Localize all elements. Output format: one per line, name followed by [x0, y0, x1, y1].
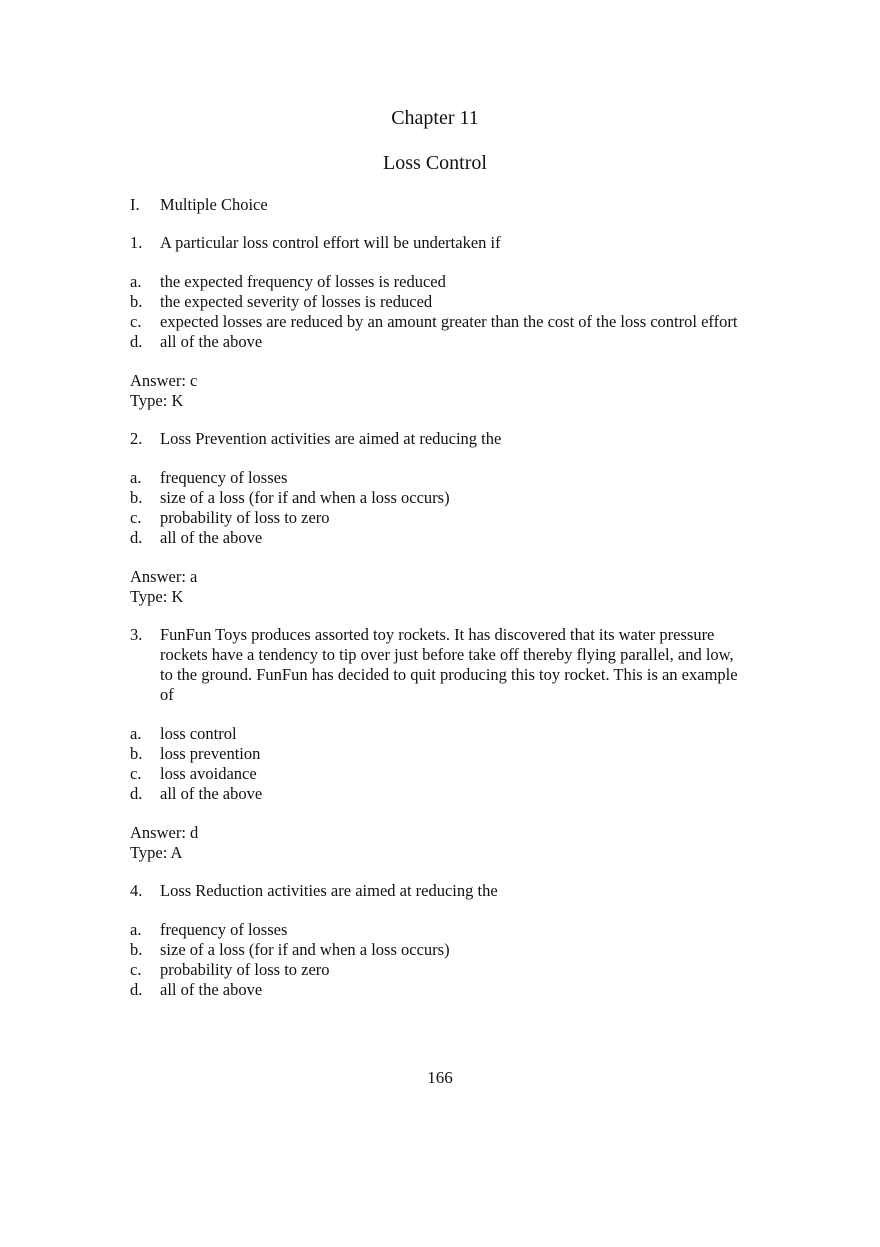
option-letter: b. — [130, 488, 143, 507]
section-title: Multiple Choice — [160, 195, 268, 214]
question-4 — [130, 881, 750, 901]
question-3 — [130, 625, 750, 705]
option-letter: a. — [130, 272, 142, 291]
question-1 — [130, 233, 750, 253]
option-text: the expected frequency of losses is reduced — [160, 272, 446, 291]
question-number: 2. — [130, 429, 143, 448]
answer-block — [130, 371, 750, 411]
option-list — [130, 724, 750, 804]
option-text: frequency of losses — [160, 920, 288, 939]
question-number: 1. — [130, 233, 143, 252]
answer-text: Answer: c — [130, 371, 198, 390]
option-text: all of the above — [160, 332, 263, 351]
option-item — [130, 292, 750, 312]
option-text: all of the above — [160, 528, 263, 547]
option-text: all of the above — [160, 784, 263, 803]
option-letter: c. — [130, 312, 142, 331]
question-number: 4. — [130, 881, 143, 900]
option-letter: a. — [130, 724, 142, 743]
page-number: 166 — [427, 1068, 453, 1087]
option-item — [130, 960, 750, 980]
option-item — [130, 920, 750, 940]
option-text: the expected severity of losses is reduced — [160, 292, 433, 311]
option-item — [130, 528, 750, 548]
option-item — [130, 724, 750, 744]
option-letter: d. — [130, 528, 143, 547]
option-letter: d. — [130, 332, 143, 351]
option-letter: b. — [130, 940, 143, 959]
option-text: loss avoidance — [160, 764, 257, 783]
option-text: loss prevention — [160, 744, 261, 763]
option-letter: b. — [130, 744, 143, 763]
question-text: A particular loss control effort will be undertaken if — [160, 233, 501, 252]
option-letter: a. — [130, 920, 142, 939]
question-list — [130, 195, 750, 1000]
option-item — [130, 488, 750, 508]
option-letter: c. — [130, 960, 142, 979]
option-text: size of a loss (for if and when a loss occurs) — [160, 488, 450, 507]
option-letter: b. — [130, 292, 143, 311]
answer-text: Answer: d — [130, 823, 199, 842]
option-list — [130, 920, 750, 1000]
option-item — [130, 332, 750, 352]
option-letter: c. — [130, 508, 142, 527]
page-title: Loss Control — [383, 152, 487, 174]
question-text: FunFun Toys produces assorted toy rockets. It has discovered that its water pressure rockets have a tendency to tip over just before take off thereby flying parallel, and low, to the ground. FunFun has decided to quit producing this toy rocket. This is an example of — [160, 625, 738, 704]
option-item — [130, 744, 750, 764]
option-item — [130, 784, 750, 804]
question-2 — [130, 429, 750, 449]
answer-block — [130, 567, 750, 607]
option-item — [130, 312, 750, 332]
option-text: all of the above — [160, 980, 263, 999]
option-item — [130, 508, 750, 528]
section-heading — [130, 195, 750, 215]
option-item — [130, 764, 750, 784]
option-text: size of a loss (for if and when a loss occurs) — [160, 940, 450, 959]
question-text: Loss Prevention activities are aimed at reducing the — [160, 429, 502, 448]
option-letter: d. — [130, 784, 143, 803]
question-text: Loss Reduction activities are aimed at reducing the — [160, 881, 498, 900]
chapter-heading: Chapter 11 — [391, 107, 479, 129]
option-item — [130, 980, 750, 1000]
option-text: loss control — [160, 724, 237, 743]
option-letter: a. — [130, 468, 142, 487]
option-list — [130, 272, 750, 352]
answer-block — [130, 823, 750, 863]
option-text: probability of loss to zero — [160, 508, 330, 527]
question-number: 3. — [130, 625, 143, 644]
answer-text: Answer: a — [130, 567, 198, 586]
type-text: Type: A — [130, 843, 183, 862]
option-item — [130, 468, 750, 488]
option-item — [130, 940, 750, 960]
option-letter: d. — [130, 980, 143, 999]
option-item — [130, 272, 750, 292]
option-text: frequency of losses — [160, 468, 288, 487]
type-text: Type: K — [130, 587, 184, 606]
option-text: expected losses are reduced by an amount greater than the cost of the loss control effort — [160, 312, 738, 331]
option-list — [130, 468, 750, 548]
option-text: probability of loss to zero — [160, 960, 330, 979]
option-letter: c. — [130, 764, 142, 783]
section-numeral: I. — [130, 195, 140, 214]
type-text: Type: K — [130, 391, 184, 410]
